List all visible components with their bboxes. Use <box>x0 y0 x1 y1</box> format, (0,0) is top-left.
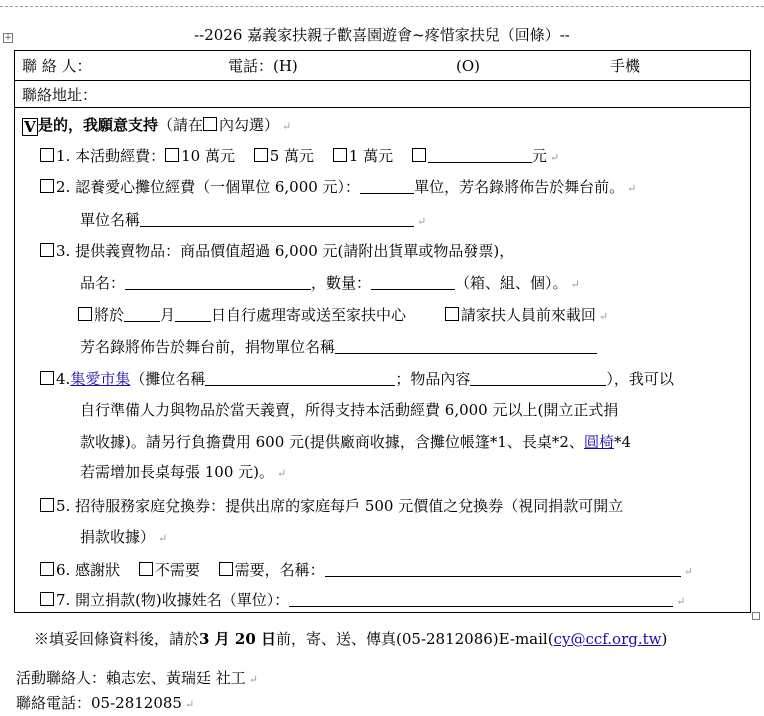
item3-qty-label: ，數量： <box>311 274 372 292</box>
item6-checkbox[interactable] <box>40 562 54 576</box>
table-move-handle-icon[interactable]: + <box>4 33 12 43</box>
item4-row <box>40 368 674 390</box>
support-note-prefix: （請在 <box>158 116 204 134</box>
item4-checkbox[interactable] <box>40 371 54 385</box>
item6-yes-checkbox[interactable] <box>219 562 233 576</box>
item2-name-row <box>80 209 426 231</box>
item2-name-label: 單位名稱 <box>80 211 141 229</box>
paragraph-mark-icon: ↵ <box>627 182 637 195</box>
address-label: 聯絡地址： <box>22 86 98 104</box>
item3-checkbox[interactable] <box>40 243 54 257</box>
item2-name-field[interactable] <box>140 212 414 227</box>
footer-note-prefix: ※填妥回條資料後，請於 <box>34 630 200 648</box>
item3-product-label: 品名： <box>80 274 126 292</box>
item4-booth-label: （攤位名稱 <box>130 370 206 388</box>
item3-pickup-checkbox[interactable] <box>445 307 459 321</box>
footer-deadline: 3 月 20 日 <box>199 630 276 648</box>
item7-label: 7. 開立捐款(物)收據姓名（單位）： <box>56 591 290 609</box>
item5-row <box>40 495 623 517</box>
item4-booth-field[interactable] <box>205 371 395 386</box>
item3-month-field[interactable] <box>124 307 160 322</box>
phone-office-label: (O) <box>456 57 481 75</box>
item1-row <box>40 145 559 167</box>
item4-line3a: 款收據)。請另行負擔費用 600 元(提供廠商收據，含攤位帳篷*1、長桌*2、 <box>80 433 584 451</box>
support-note-suffix: 內勾選） <box>219 116 280 134</box>
item4-round-chair-link: 圓椅 <box>583 433 614 451</box>
item1-opt2-checkbox[interactable] <box>254 148 268 162</box>
item4-line3 <box>80 431 631 453</box>
paragraph-mark-icon: ↵ <box>570 278 580 291</box>
item3-delivery-row <box>78 304 608 326</box>
footer-note <box>34 628 667 650</box>
support-bold-text: 是的，我願意支持 <box>38 116 159 134</box>
footer-note-end: ) <box>661 630 668 648</box>
footer-contact-phone-text: 聯絡電話：05-2812085 <box>16 694 182 712</box>
table-resize-handle-icon[interactable] <box>752 612 760 620</box>
item4-line4-text: 若需增加長桌每張 100 元)。 <box>80 463 275 481</box>
item2-row <box>40 176 636 198</box>
table-row-divider <box>14 80 750 81</box>
item3-product-row <box>80 272 580 294</box>
item5-line1: 5. 招待服務家庭兌換券：提供出席的家庭每戶 500 元價值之兌換券（視同捐款可開立 <box>56 497 624 515</box>
item6-yes-label: 需要，名稱： <box>234 561 325 579</box>
item6-name-field[interactable] <box>325 562 681 577</box>
item4-line3c: *4 <box>613 433 632 451</box>
footer-contact-phone <box>16 692 194 714</box>
paragraph-mark-icon: ↵ <box>549 151 560 164</box>
footer-note-mid: 前，寄、送、傳真(05-2812086)E-mail( <box>276 630 554 648</box>
item1-opt1-checkbox[interactable] <box>165 148 179 162</box>
item4-market-link[interactable]: 集愛市集 <box>70 370 131 388</box>
item5-line2: 捐款收據） <box>80 528 156 546</box>
item4-line4 <box>80 461 286 483</box>
paragraph-mark-icon: ↵ <box>184 698 195 711</box>
paragraph-mark-icon: ↵ <box>282 120 292 133</box>
mobile-label: 手機 <box>610 57 641 75</box>
item4-content-label: ；物品內容 <box>395 370 471 388</box>
paragraph-mark-icon: ↵ <box>248 673 258 686</box>
support-heading <box>22 114 291 136</box>
item4-line2: 自行準備人力與物品於當天義賣，所得支持本活動經費 6,000 元以上(開立正式捐 <box>80 401 619 419</box>
item1-opt2-label: 5 萬元 <box>269 147 315 165</box>
item2-checkbox[interactable] <box>40 179 54 193</box>
page-top-rule <box>0 6 764 7</box>
item2-units-field[interactable] <box>360 179 414 194</box>
paragraph-mark-icon: ↵ <box>676 595 686 608</box>
item3-donor-row <box>80 336 597 358</box>
footer-email-link[interactable]: cy@ccf.org.tw <box>553 630 662 648</box>
item3-product-field[interactable] <box>125 275 311 290</box>
item3-label: 3. 提供義賣物品：商品價值超過 6,000 元(請附出貨單或物品發票)， <box>56 242 515 260</box>
item7-name-field[interactable] <box>289 592 673 607</box>
item6-no-checkbox[interactable] <box>139 562 153 576</box>
item7-checkbox[interactable] <box>40 592 54 606</box>
item1-opt3-checkbox[interactable] <box>333 148 347 162</box>
item3-donor-label: 芳名錄將佈告於舞台前，捐物單位名稱 <box>80 338 336 356</box>
item4-tail: ），我可以 <box>606 370 674 388</box>
checked-checkbox[interactable]: V <box>22 118 38 136</box>
item3-month: 月 <box>160 306 176 324</box>
contact-person-label: 聯 絡 人： <box>22 57 92 75</box>
item6-label: 6. 感謝狀 <box>56 561 121 579</box>
item1-unit: 元 <box>531 147 547 165</box>
item3-qty-field[interactable] <box>371 275 455 290</box>
item3-pickup-label: 請家扶人員前來載回 <box>460 306 596 324</box>
phone-home-label: 電話：(H) <box>228 57 298 75</box>
item1-opt3-label: 1 萬元 <box>348 147 394 165</box>
item1-opt1-label: 10 萬元 <box>181 147 235 165</box>
item1-label: 1. 本活動經費： <box>56 147 166 165</box>
item1-custom-checkbox[interactable] <box>412 148 426 162</box>
footer-contact-person <box>16 667 258 689</box>
item6-no-label: 不需要 <box>154 561 200 579</box>
item4-content-field[interactable] <box>470 371 606 386</box>
sample-checkbox <box>203 117 217 131</box>
item4-num: 4. <box>56 370 71 388</box>
item2-suffix: 單位，芳名錄將佈告於舞台前。 <box>414 178 625 196</box>
item1-checkbox[interactable] <box>40 148 54 162</box>
paragraph-mark-icon: ↵ <box>277 467 287 480</box>
paragraph-mark-icon: ↵ <box>683 565 693 578</box>
item3-donor-field[interactable] <box>335 339 597 354</box>
item5-checkbox[interactable] <box>40 498 54 512</box>
item3-day-field[interactable] <box>175 307 211 322</box>
footer-contact-person-text: 活動聯絡人：賴志宏、黃瑞廷 社工 <box>16 669 246 687</box>
item3-qty-units: （箱、組、個）。 <box>455 274 568 292</box>
paragraph-mark-icon: ↵ <box>417 215 427 228</box>
item6-row <box>40 559 693 581</box>
table-row-divider <box>14 107 750 108</box>
paragraph-mark-icon: ↵ <box>158 532 168 545</box>
item3-row <box>40 240 514 262</box>
form-title: --2026 嘉義家扶親子歡喜園遊會~疼惜家扶兒（回條）-- <box>194 26 570 44</box>
item3-will-on: 將於 <box>94 306 125 324</box>
item2-label: 2. 認養愛心攤位經費（一個單位 6,000 元）： <box>56 178 361 196</box>
item1-amount-field[interactable] <box>428 148 532 163</box>
paragraph-mark-icon: ↵ <box>598 310 609 323</box>
item7-row <box>40 589 686 611</box>
item5-line2-row <box>80 526 167 548</box>
item3-self-deliver-checkbox[interactable] <box>78 307 92 321</box>
item3-day-suffix: 日自行處理寄或送至家扶中心 <box>211 306 407 324</box>
